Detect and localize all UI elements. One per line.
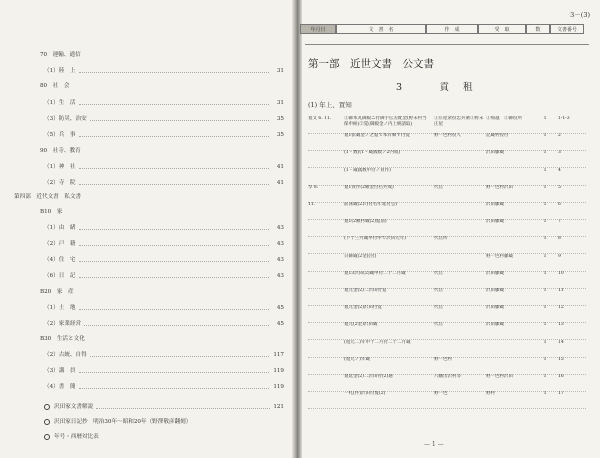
toc-item xyxy=(40,50,284,60)
page-reference: 3－(3) xyxy=(570,11,590,19)
header-cell: 年月日 xyxy=(300,24,336,34)
cell-no: 1-1-3 xyxy=(558,116,570,121)
cell-author: 代官 xyxy=(434,270,443,276)
circle-bullet-icon xyxy=(44,434,50,440)
toc-page: 43 xyxy=(276,241,284,247)
toc-leader xyxy=(90,350,269,357)
toc-leader xyxy=(79,178,269,185)
toc-leader xyxy=(79,239,269,246)
cell-qty: 1 xyxy=(543,133,547,139)
cell-title: 寛延金(2)二沢田付(2)通 xyxy=(344,374,393,379)
cell-date: 享 8. xyxy=(308,184,319,190)
cell-qty: 1 xyxy=(543,116,547,121)
circle-bullet-icon xyxy=(44,404,50,410)
cell-title: (1・数)(1・蔵銭数ノ2内成) xyxy=(344,150,401,156)
cell-recip: 野一色村沢田 xyxy=(486,184,513,190)
part-title: 第一部 近世文書 公文書 xyxy=(308,58,434,70)
cell-recip: 沢田藤蔵 xyxy=(486,322,504,328)
table-row xyxy=(308,236,586,254)
appendix-item xyxy=(44,432,284,442)
cell-qty: 1 xyxy=(543,288,547,293)
header-cell: 作 成 xyxy=(426,24,478,34)
table-row xyxy=(308,340,586,358)
cell-title: 前泳蔵(2お)付右年延付公) xyxy=(344,202,398,207)
toc-page: 119 xyxy=(273,368,284,374)
cell-title: 一札(件)沢田付覧(2) xyxy=(344,391,386,397)
toc-page: 43 xyxy=(276,225,284,231)
cell-author: ①庄屋衆役忠兵衛②野末庄屋 xyxy=(434,116,484,127)
cell-no: 6 xyxy=(558,202,561,207)
cell-author: 野一色村役人 xyxy=(434,133,461,139)
cell-no: 14 xyxy=(558,339,564,345)
table-header xyxy=(300,24,584,34)
toc-leader xyxy=(79,162,269,169)
appendix-label: 年号・西暦対比表 xyxy=(54,434,99,440)
toc-item xyxy=(40,207,284,217)
toc-leader xyxy=(79,366,269,373)
cell-recip: 沢田藤蔵 xyxy=(486,305,504,311)
cell-recip: 沢田藤蔵 xyxy=(486,150,504,156)
toc-item xyxy=(40,81,284,91)
subsection-title: (1) 年上、買知 xyxy=(308,101,352,109)
toc-page: 119 xyxy=(273,384,284,390)
cell-author: 八幡出沢村等 xyxy=(434,374,461,379)
cell-qty: 1 xyxy=(543,253,547,259)
table-row xyxy=(308,150,586,168)
toc-leader xyxy=(90,114,269,121)
toc-leader xyxy=(79,255,269,262)
toc-label: （2）家業経営 xyxy=(44,321,82,327)
toc-label: B30 生活と文化 xyxy=(40,336,85,342)
toc-label: （1）神 社 xyxy=(44,164,76,170)
cell-title: 寛元(2金)沢田蔵 xyxy=(344,322,378,328)
toc-item xyxy=(14,192,284,202)
appendix-label: 沢田家日記抄 明治30年～昭和20年（野澤敬彦翻刻） xyxy=(54,419,192,425)
cell-date: 11. xyxy=(308,202,316,207)
header-cell: 数 xyxy=(526,24,550,34)
cell-date: 寛文 6. 11. xyxy=(308,116,332,121)
cell-no: 13 xyxy=(558,322,564,328)
cell-no: 16 xyxy=(558,374,564,379)
cell-recip: 沢田藤蔵 xyxy=(486,288,504,293)
cell-recip: 沢田藤蔵 xyxy=(486,202,504,207)
toc-item xyxy=(44,382,284,392)
toc-label: （4）書 簡 xyxy=(44,384,76,390)
toc-label: B20 家 産 xyxy=(40,289,74,295)
toc-item xyxy=(44,271,284,281)
toc-item xyxy=(44,303,284,313)
cell-title: 寛1貢作(2額金付右共成) xyxy=(344,184,394,190)
cell-qty: 1 xyxy=(543,270,547,276)
toc-page: 31 xyxy=(276,68,284,74)
table-row xyxy=(308,168,586,186)
cell-title: (下十三月蔵申付申で沢田元年) xyxy=(344,236,407,242)
toc-label: 70 運輸、通信 xyxy=(40,52,81,58)
cell-title: 日御蔵(2金)(付) xyxy=(344,253,377,259)
cell-qty: 1 xyxy=(543,322,547,328)
toc-item xyxy=(44,350,284,360)
cell-qty: 1 xyxy=(543,219,547,225)
toc-label: （3）講 員 xyxy=(44,368,76,374)
cell-title: (寛元ノ)年蔵 xyxy=(344,356,371,362)
table-row xyxy=(308,357,586,375)
table-row xyxy=(308,391,586,409)
appendix-item xyxy=(44,402,284,412)
table-row xyxy=(308,374,586,392)
cell-no: 7 xyxy=(558,219,561,225)
cell-qty: 1 xyxy=(543,305,547,311)
toc-label: （1）陸 上 xyxy=(44,68,76,74)
toc-item xyxy=(44,319,284,329)
toc-label: （4）住 宅 xyxy=(44,257,76,263)
toc-item xyxy=(44,255,284,265)
toc-item xyxy=(44,162,284,172)
cell-qty: 1 xyxy=(543,356,547,362)
cell-title: 寛元金(2)沢田付覚 xyxy=(344,305,382,311)
toc-label: 90 社寺、教育 xyxy=(40,148,81,154)
toc-page: 41 xyxy=(276,164,284,170)
book-gutter xyxy=(292,0,302,458)
cell-author: 代官 xyxy=(434,305,443,311)
cell-recip: 野一色村沢田 xyxy=(486,374,513,379)
toc-item xyxy=(44,239,284,249)
cell-author: 代官 xyxy=(434,184,443,190)
table-row xyxy=(308,271,586,289)
cell-no: 3 xyxy=(558,150,561,156)
cell-title: ①御本丸御殿ニ付御手伝差配金(野末村当保申候)②覚(御殿金ノ内上納請取) xyxy=(344,116,427,127)
toc-label: （6）日 記 xyxy=(44,273,76,279)
toc-leader xyxy=(79,130,269,137)
table-row xyxy=(308,133,586,151)
header-cell: 文 書 名 xyxy=(336,24,426,34)
cell-no: 8 xyxy=(558,236,561,242)
toc-label: 80 社 会 xyxy=(40,83,70,89)
cell-no: 11 xyxy=(558,288,564,293)
cell-author: 野一色 xyxy=(434,391,448,397)
toc-label: （2）古統、自得 xyxy=(44,352,87,358)
toc-item xyxy=(44,114,284,124)
appendix-item xyxy=(44,417,284,427)
toc-label: （5）兵 事 xyxy=(44,132,76,138)
appendix-leader xyxy=(96,402,270,409)
cell-title: (1・蔵銭数申付ノ貢作) xyxy=(344,167,391,173)
page-number: — 1 — xyxy=(424,441,444,448)
table-row xyxy=(308,219,586,237)
toc-page: 43 xyxy=(276,257,284,263)
cell-qty: 1 xyxy=(543,339,547,345)
toc-page: 43 xyxy=(276,273,284,279)
toc-page: 117 xyxy=(273,352,284,358)
appendix-page: 121 xyxy=(273,404,284,410)
section-title: 3 貢租 xyxy=(396,82,487,93)
toc-leader xyxy=(84,319,269,326)
toc-item xyxy=(40,287,284,297)
toc-page: 45 xyxy=(276,305,284,311)
cell-title: 寛13沢田(2)蔵申付二十二月蔵 xyxy=(344,270,406,276)
table-row xyxy=(308,116,586,134)
table-row xyxy=(308,288,586,306)
header-cell: 文書番号 xyxy=(550,24,584,34)
cell-qty: 1 xyxy=(543,167,547,173)
cell-no: 2 xyxy=(558,133,561,139)
table-row xyxy=(308,322,586,340)
cell-author: 代官 xyxy=(434,322,443,328)
toc-leader xyxy=(79,66,269,73)
toc-item xyxy=(44,98,284,108)
toc-leader xyxy=(79,382,269,389)
toc-item xyxy=(44,130,284,140)
cell-qty: 1 xyxy=(543,391,547,397)
cell-recip: 沢田藤蔵 xyxy=(486,270,504,276)
toc-label: （2）戸 籍 xyxy=(44,241,76,247)
toc-leader xyxy=(79,223,269,230)
toc-label: （2）寺 院 xyxy=(44,180,76,186)
toc-leader xyxy=(79,98,269,105)
appendix-label: 沢田家文書解説 xyxy=(54,404,94,410)
toc-page: 35 xyxy=(276,116,284,122)
circle-bullet-icon xyxy=(44,419,50,425)
toc-page: 35 xyxy=(276,132,284,138)
toc-label: 第四部 近代文書 私文書 xyxy=(14,194,82,200)
cell-no: 10 xyxy=(558,270,564,276)
toc-item xyxy=(44,66,284,76)
table-row xyxy=(308,305,586,323)
toc-item xyxy=(44,223,284,233)
toc-label: （3）防災、治安 xyxy=(44,116,87,122)
cell-no: 5 xyxy=(558,184,561,190)
table-row xyxy=(308,202,586,220)
cell-no: 17 xyxy=(558,391,564,397)
toc-leader xyxy=(79,303,269,310)
cell-qty: 1 xyxy=(543,374,547,379)
cell-qty: 1 xyxy=(543,184,547,190)
toc-page: 41 xyxy=(276,180,284,186)
table-row xyxy=(308,254,586,272)
cell-title: 寛1(2額村蔵(2)覧前) xyxy=(344,219,387,225)
cell-no: 9 xyxy=(558,253,561,259)
header-rule xyxy=(305,44,589,45)
cell-recip: 記蔵村役付 xyxy=(486,133,509,139)
toc-item xyxy=(40,334,284,344)
cell-recip: 沢田藤蔵 xyxy=(486,219,504,225)
cell-title: (寛元二)年申十二月付二十二月蔵 xyxy=(344,339,411,345)
cell-author: 代官所 xyxy=(434,236,448,242)
cell-recip: 野一色村藤蔵 xyxy=(486,253,513,259)
cell-no: 4 xyxy=(558,167,561,173)
cell-recip: 野村 xyxy=(486,391,495,397)
cell-title: 寛1拡蔵金ノ之覧で本有郷ず付覚 xyxy=(344,133,410,139)
toc-item xyxy=(44,178,284,188)
toc-label: （1）土 地 xyxy=(44,305,76,311)
toc-leader xyxy=(79,271,269,278)
cell-qty: 1 xyxy=(543,236,547,242)
cell-title: 寛元金(2)二沢田付覚 xyxy=(344,288,387,293)
cell-author: 代官 xyxy=(434,288,443,293)
header-cell: 受 取 xyxy=(478,24,526,34)
toc-label: （1）由 緒 xyxy=(44,225,76,231)
toc-item xyxy=(44,366,284,376)
cell-no: 15 xyxy=(558,356,564,362)
toc-page: 31 xyxy=(276,100,284,106)
cell-qty: 1 xyxy=(543,150,547,156)
toc-item xyxy=(40,146,284,156)
toc-label: （1）生 活 xyxy=(44,100,76,106)
cell-author: 野一色村 xyxy=(434,356,452,362)
cell-qty: 1 xyxy=(543,202,547,207)
cell-no: 12 xyxy=(558,305,564,311)
cell-recip: ①飛越 ②御役所 xyxy=(486,116,522,121)
toc-page: 45 xyxy=(276,321,284,327)
table-row xyxy=(308,185,586,203)
toc-label: B10 家 xyxy=(40,209,63,215)
